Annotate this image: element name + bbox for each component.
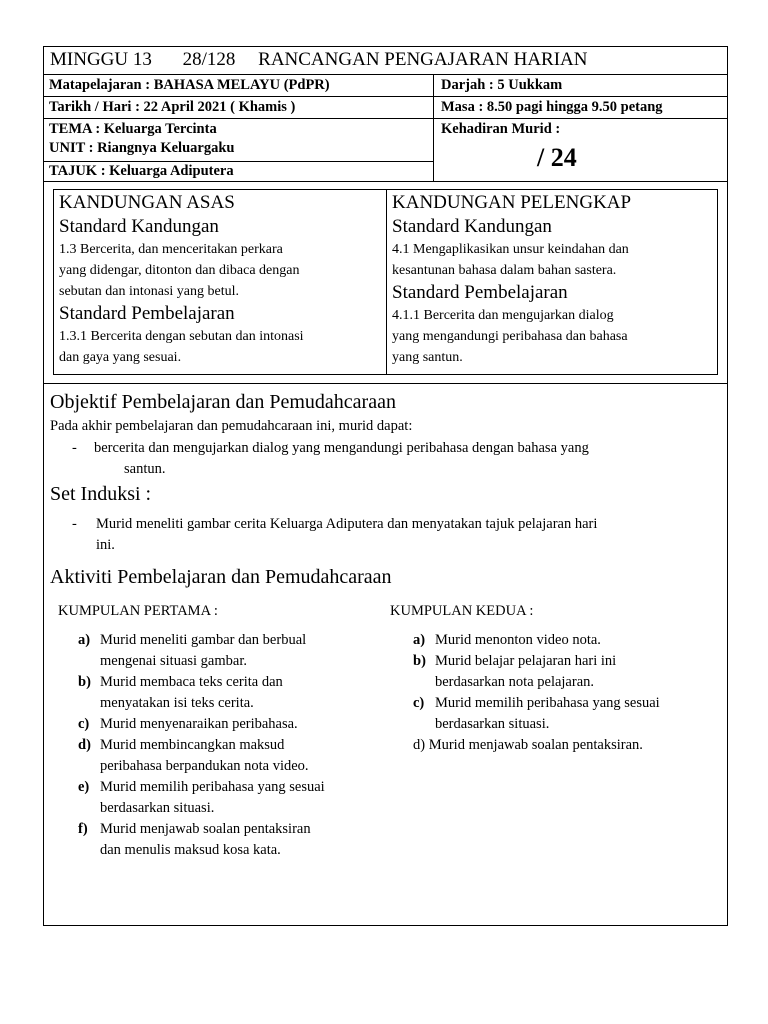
- bullet-dash: -: [72, 440, 77, 456]
- unit-field: UNIT : Riangnya Keluargaku: [49, 140, 235, 156]
- standard-pembelajaran-line: 1.3.1 Bercerita dengan sebutan dan intonasi: [59, 329, 304, 344]
- list-item: a) Murid meneliti gambar dan berbual mengenai situasi gambar.: [78, 632, 307, 669]
- kandungan-asas: [59, 190, 384, 368]
- list-item: b) Murid membaca teks cerita dan menyatakan isi teks cerita.: [78, 674, 283, 711]
- title-row: [50, 49, 588, 71]
- lesson-plan-frame: [43, 46, 728, 926]
- objektif-bullet-line: bercerita dan mengujarkan dialog yang mengandungi peribahasa dengan bahasa yang: [94, 440, 589, 456]
- set-induksi-bullet: [72, 514, 712, 556]
- divider: [44, 74, 727, 75]
- objektif-heading: Objektif Pembelajaran dan Pemudahcaraan: [50, 391, 396, 413]
- group2-title-suffix: :: [525, 603, 534, 619]
- standard-pembelajaran-heading: Standard Pembelajaran: [392, 282, 568, 303]
- divider: [44, 181, 727, 182]
- divider: [433, 74, 434, 181]
- standard-pembelajaran-heading: Standard Pembelajaran: [59, 303, 235, 324]
- set-induksi-line: Murid meneliti gambar cerita Keluarga Adiputera dan menyatakan tajuk pelajaran hari: [96, 516, 598, 532]
- group1-list: [78, 630, 378, 861]
- group2-list: [413, 630, 723, 756]
- list-item: c) Murid memilih peribahasa yang sesuai berdasarkan situasi.: [413, 695, 660, 732]
- list-item: b) Murid belajar pelajaran hari ini berdasarkan nota pelajaran.: [413, 653, 617, 690]
- kandungan-pelengkap-heading: KANDUNGAN PELENGKAP: [392, 192, 632, 213]
- standard-pembelajaran-line: yang mengandungi peribahasa dan bahasa: [392, 329, 628, 344]
- group1-title-suffix: :: [210, 603, 218, 619]
- standard-kandungan-line: kesantunan bahasa dalam bahan sastera.: [392, 263, 617, 278]
- bullet-dash: -: [72, 516, 77, 532]
- aktiviti-heading: Aktiviti Pembelajaran dan Pemudahcaraan: [50, 566, 392, 588]
- kandungan-pelengkap: [392, 190, 717, 368]
- list-item: e) Murid memilih peribahasa yang sesuai berdasarkan situasi.: [78, 779, 325, 816]
- list-item: c) Murid menyenaraikan peribahasa.: [78, 716, 298, 732]
- time-field: Masa : 8.50 pagi hingga 9.50 petang: [441, 99, 663, 115]
- standard-pembelajaran-line: 4.1.1 Bercerita dan mengujarkan dialog: [392, 308, 614, 323]
- divider: [44, 383, 727, 384]
- standard-kandungan-line: yang didengar, ditonton dan dibaca dengan: [59, 263, 300, 278]
- standard-kandungan-line: 1.3 Bercerita, dan menceritakan perkara: [59, 242, 283, 257]
- standard-kandungan-heading: Standard Kandungan: [59, 216, 219, 237]
- theme-field: TEMA : Keluarga Tercinta: [49, 121, 217, 137]
- list-item: a) Murid menonton video nota.: [413, 632, 601, 648]
- standard-kandungan-heading: Standard Kandungan: [392, 216, 552, 237]
- date-field: Tarikh / Hari : 22 April 2021 ( Khamis ): [49, 99, 296, 115]
- list-item: d) Murid menjawab soalan pentaksiran.: [413, 737, 643, 753]
- objektif-bullet-line: santun.: [124, 461, 166, 477]
- list-item: d) Murid membincangkan maksud peribahasa berpandukan nota video.: [78, 737, 309, 774]
- set-induksi-line: ini.: [96, 537, 115, 553]
- standard-pembelajaran-line: dan gaya yang sesuai.: [59, 350, 182, 365]
- objektif-bullet: [72, 438, 712, 480]
- kandungan-asas-heading: KANDUNGAN ASAS: [59, 192, 235, 213]
- divider: [44, 118, 727, 119]
- attendance-label: Kehadiran Murid :: [441, 121, 561, 137]
- page-count: 28/128: [182, 49, 236, 70]
- subject-field: Matapelajaran : BAHASA MELAYU (PdPR): [49, 77, 330, 93]
- divider: [44, 96, 727, 97]
- standard-kandungan-line: 4.1 Mengaplikasikan unsur keindahan dan: [392, 242, 629, 257]
- divider: [44, 161, 433, 162]
- objektif-intro: Pada akhir pembelajaran dan pemudahcaraan ini, murid dapat:: [50, 418, 413, 434]
- group2-title: [390, 603, 533, 620]
- group2-title-text: KUMPULAN KEDUA: [390, 603, 526, 619]
- class-field: Darjah : 5 Uukkam: [441, 77, 563, 93]
- standard-kandungan-line: sebutan dan intonasi yang betul.: [59, 284, 240, 299]
- week-label: MINGGU 13: [50, 49, 152, 70]
- list-item: f) Murid menjawab soalan pentaksiran dan menulis maksud kosa kata.: [78, 821, 311, 858]
- topic-field: TAJUK : Keluarga Adiputera: [49, 163, 234, 179]
- set-induksi-heading: Set Induksi :: [50, 483, 152, 505]
- group1-title-text: KUMPULAN PERTAMA: [58, 603, 211, 619]
- standard-pembelajaran-line: yang santun.: [392, 350, 463, 365]
- group1-title: [58, 603, 218, 620]
- attendance-value: / 24: [537, 143, 577, 172]
- kandungan-box: [53, 189, 718, 375]
- divider: [386, 190, 387, 374]
- page-title: RANCANGAN PENGAJARAN HARIAN: [258, 49, 588, 70]
